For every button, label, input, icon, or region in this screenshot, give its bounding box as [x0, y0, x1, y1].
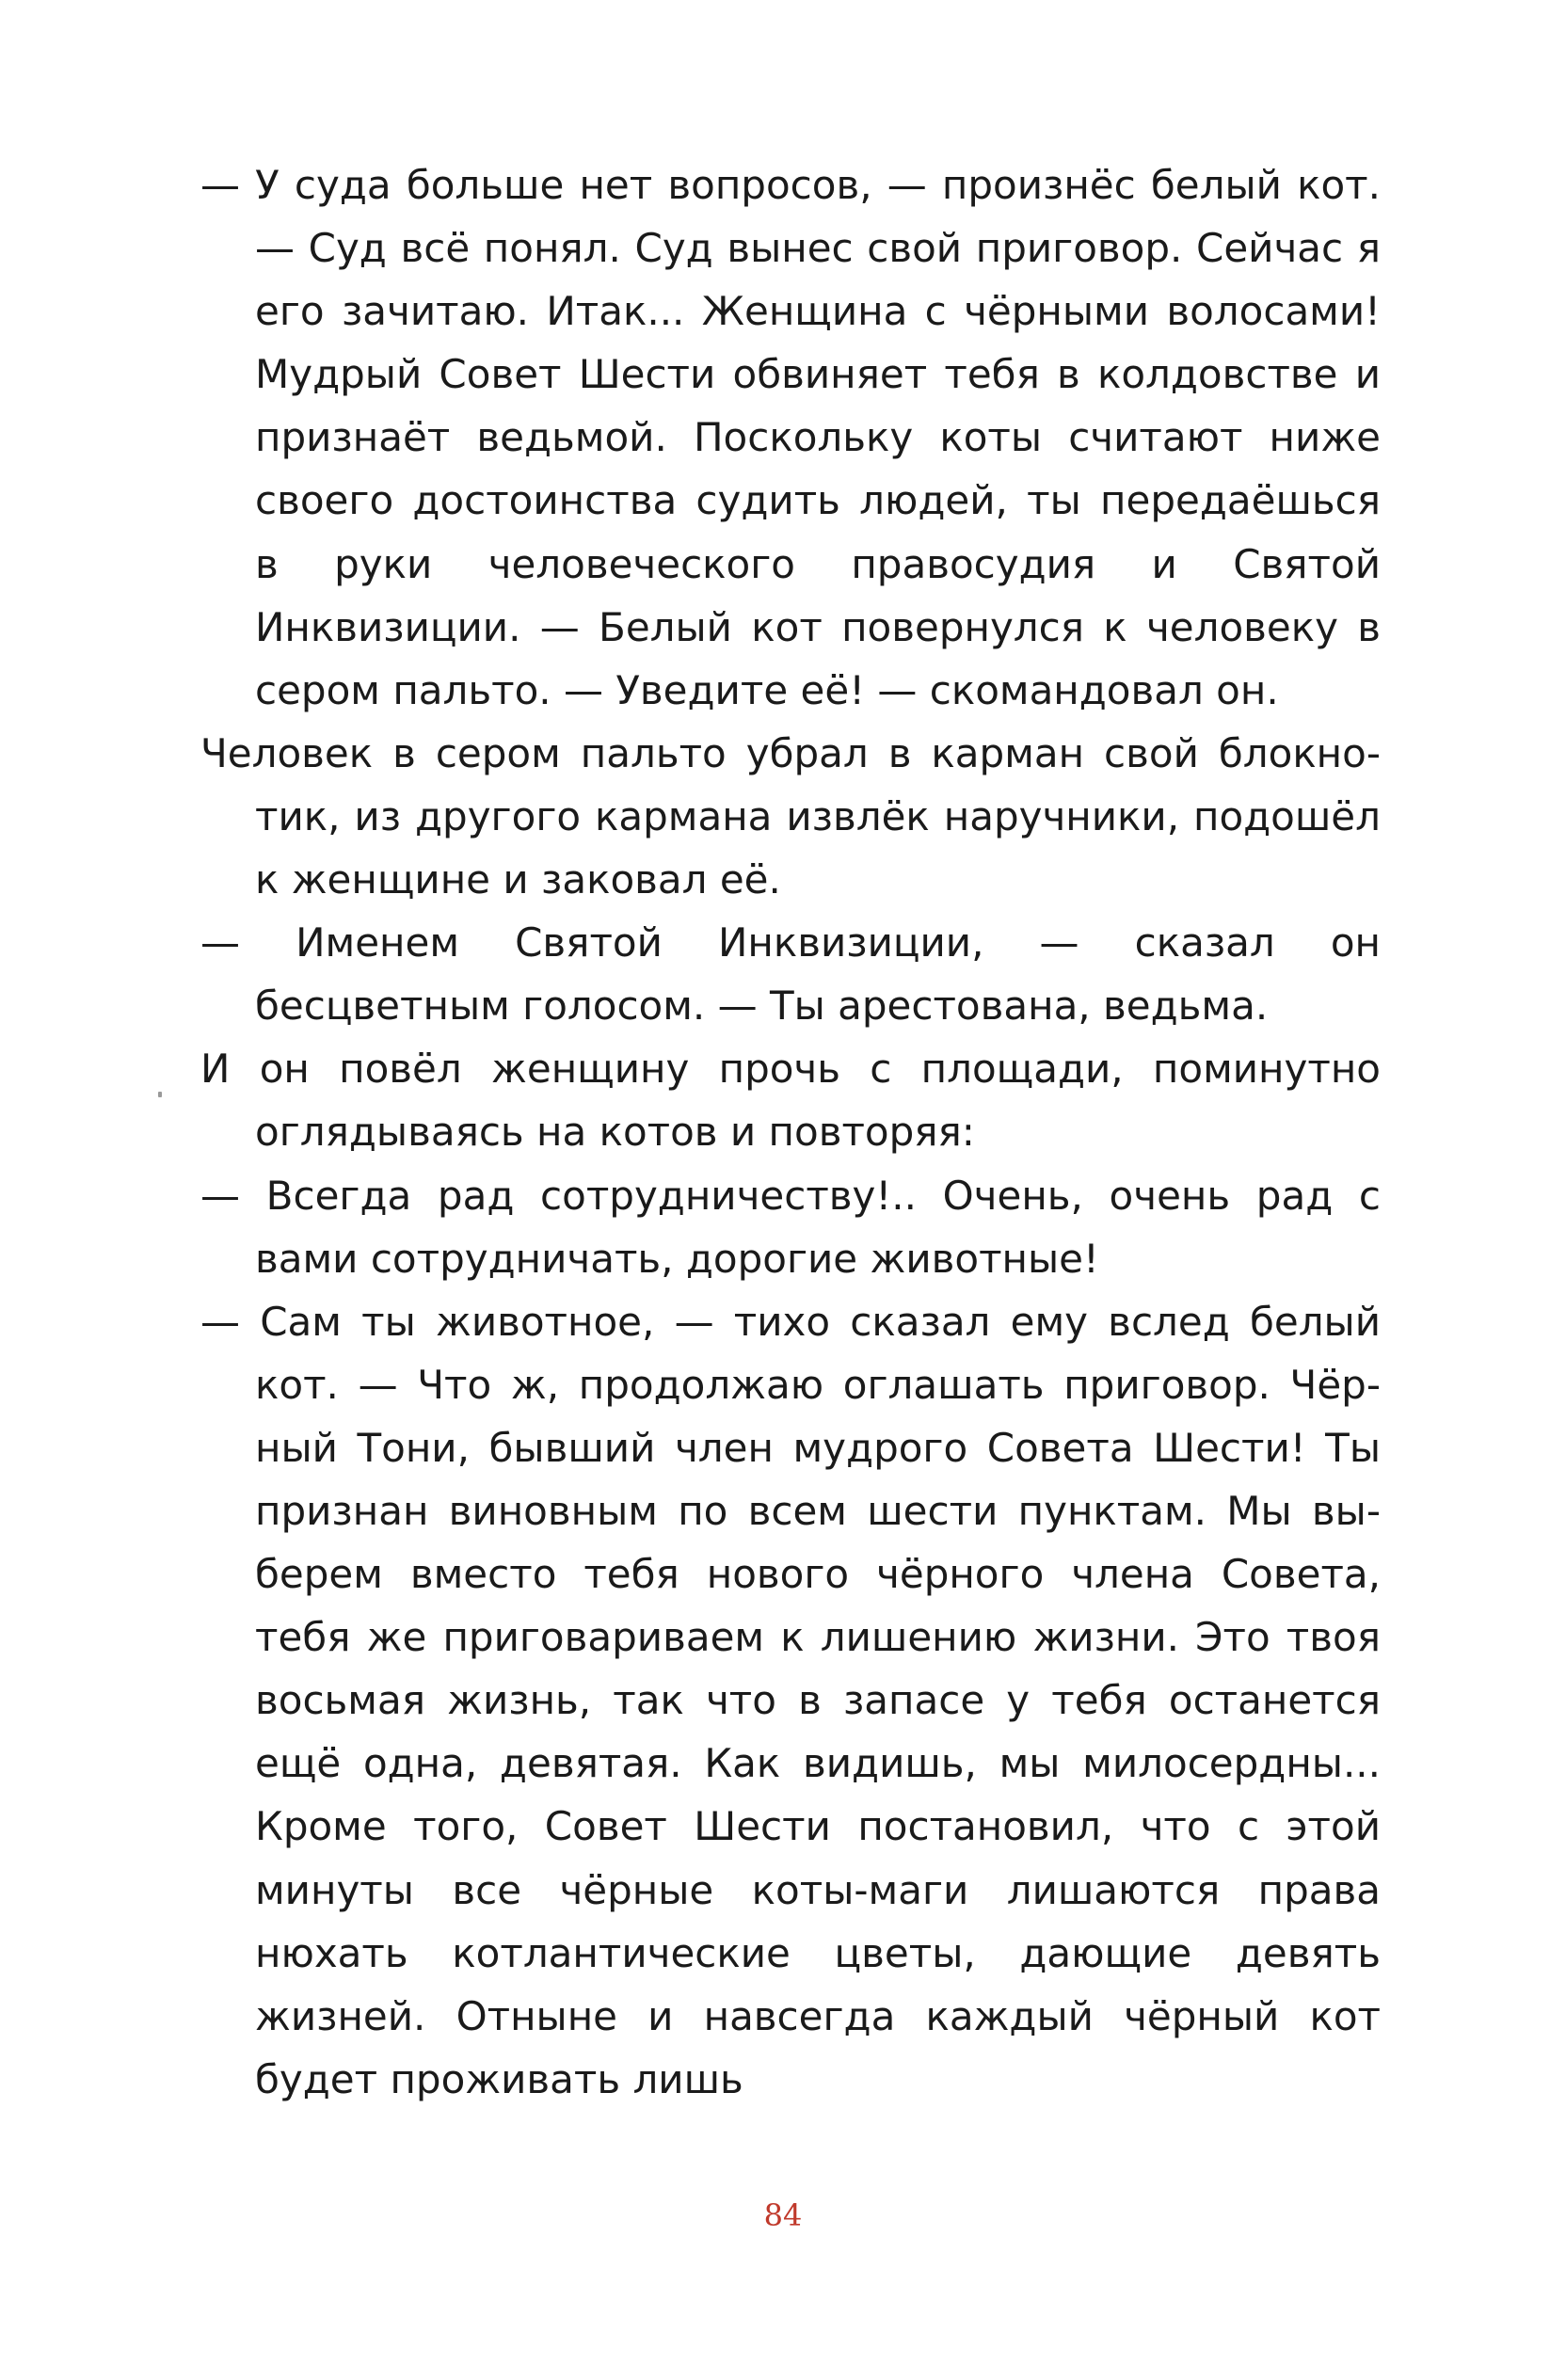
paragraph-6: — Сам ты животное, — тихо сказал ему вслед белый кот. — Что ж, продолжаю оглашать приговор. Чёрный Тони, бывший член мудрого Совета Шести! Ты признан виновным по всем шести пунктам. Мы выберем вместо тебя нового чёрного члена Совета, тебя же приговариваем к лишению жизни. Это твоя восьмая жизнь, так что в запасе у тебя останется ещё одна, девятая. Как видишь, мы милосердны... Кроме того, Совет Шести постановил, что с этой минуты все чёрные коты-маги лишаются права нюхать котлантические цветы, дающие девять жизней. Отныне и навсегда каждый чёрный кот будет проживать лишь	[200, 1298, 1381, 2102]
body-text	[200, 153, 1381, 2111]
paragraph-3: — Именем Святой Инквизиции, — сказал он бесцветным голосом. — Ты арестована, ведьма.	[200, 919, 1381, 1030]
page-number: 84	[763, 2197, 803, 2233]
paragraph-5: — Всегда рад сотрудничеству!.. Очень, очень рад с вами сотрудничать, дорогие животные!	[200, 1172, 1381, 1282]
scan-speck	[158, 1092, 162, 1097]
paragraph-1: — У суда больше нет вопросов, — произнёс белый кот. — Суд всё понял. Суд вынес свой приговор. Сейчас я его зачитаю. Итак... Женщина с чёрными волосами! Мудрый Совет Шести обвиняет тебя в колдовстве и признаёт ведьмой. Поскольку коты считают ниже своего достоинства судить людей, ты передаёшься в руки человеческого правосудия и Святой Инквизиции. — Белый кот повернулся к человеку в сером пальто. — Уведите её! — скомандовал он.	[200, 162, 1381, 713]
paragraph-4: И он повёл женщину прочь с площади, поминутно оглядываясь на котов и повторяя:	[200, 1046, 1381, 1156]
paragraph-2: Человек в сером пальто убрал в карман свой блокнотик, из другого кармана извлёк наручники, подошёл к женщине и заковал её.	[200, 729, 1381, 903]
